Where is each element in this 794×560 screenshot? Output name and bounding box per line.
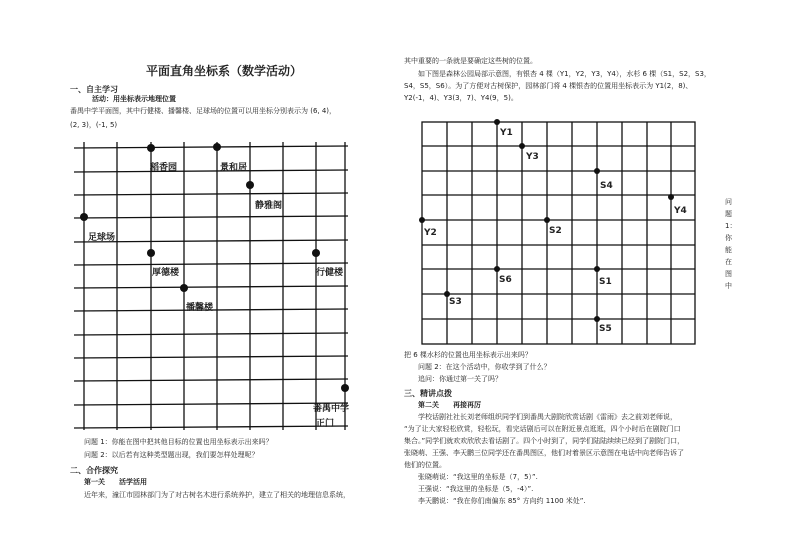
body-line: 如下图是森林公园局部示意图，有银杏 4 棵（Y1，Y2，Y3，Y4），水杉 6 棵（S1，S2，S3， xyxy=(418,70,711,78)
place-dot xyxy=(213,143,221,151)
question: 追问：你通过第一关了吗？ xyxy=(418,375,502,383)
body-line: “为了让大家轻松欣赏，轻松玩，看完话剧后可以在附近景点逛逛，四个小时后在剧院门口 xyxy=(404,425,681,433)
place-dot xyxy=(147,144,155,152)
tree-dot xyxy=(594,168,600,174)
tree-dot xyxy=(594,266,600,272)
tree-label: S2 xyxy=(549,226,562,236)
place-dot xyxy=(341,384,349,392)
tree-dot xyxy=(668,194,674,200)
body-line: S4，S5，S6）。为了方便对古树保护，园林部门将 4 棵银杏的位置用坐标表示为 Y1(2，8)、 xyxy=(404,82,693,90)
body-line: 集合。”同学们就欢欢欣欣去看话剧了。四个小时到了，同学们陆陆续续已经到了剧院门口， xyxy=(404,437,685,445)
level-title: 第二关 再接再厉 xyxy=(418,401,481,409)
intro-line: 番禺中学平面图，其中行健楼、播馨楼、足球场的位置可以用坐标分别表示为 (6, 4)， xyxy=(70,107,337,115)
place-dot xyxy=(312,249,320,257)
tree-label: S4 xyxy=(600,181,613,191)
speaker-line: 王强说：“我这里的坐标是（5，-4）”. xyxy=(418,485,534,493)
speaker-line: 李天鹏说：“我在你们南偏东 85° 方向约 1100 米处”. xyxy=(418,497,586,505)
place-label: 行健楼 xyxy=(316,268,344,278)
tree-label: Y4 xyxy=(674,206,687,216)
tree-label: Y2 xyxy=(424,228,437,238)
place-label: 稻香园 xyxy=(150,163,178,173)
place-label: 正门 xyxy=(316,419,335,429)
tree-label: S1 xyxy=(599,277,612,287)
tree-label: Y1 xyxy=(500,128,513,138)
tree-dot xyxy=(419,217,425,223)
activity-title: 活动：用坐标表示地理位置 xyxy=(92,95,176,103)
tree-dot xyxy=(594,316,600,322)
place-label: 足球场 xyxy=(88,233,116,243)
level-title: 第一关 活学活用 xyxy=(84,478,147,486)
body-line: 近年来，潼江市园林部门为了对古树名木进行系统养护，建立了相关的地理信息系统， xyxy=(84,491,350,499)
place-label: 播馨楼 xyxy=(186,303,214,313)
place-dot xyxy=(147,249,155,257)
section-heading: 二、合作探究 xyxy=(70,466,118,475)
place-label: 景和居 xyxy=(220,163,248,173)
tree-label: S3 xyxy=(449,297,462,307)
section-heading: 三、精讲点拨 xyxy=(404,389,452,398)
body-line: 他们的位置。 xyxy=(404,461,446,469)
place-label: 番禺中学 xyxy=(313,404,350,414)
tree-dot xyxy=(494,119,500,125)
tree-label: S5 xyxy=(599,324,612,334)
place-label: 静雅阁 xyxy=(255,201,283,211)
tree-dot xyxy=(494,266,500,272)
tree-dot xyxy=(544,217,550,223)
tree-dot xyxy=(519,143,525,149)
place-dot xyxy=(180,284,188,292)
intro-line: (2, 3)，(-1, 5) xyxy=(70,121,118,129)
side-question: 问题1：你能在图中 xyxy=(725,198,737,290)
question: 问题 2：以后若有这种类型题出现，我们要怎样处理呢？ xyxy=(84,451,259,459)
place-label: 厚德楼 xyxy=(152,268,180,278)
page-title: 平面直角坐标系（数学活动） xyxy=(146,64,303,78)
body-line: 把 6 棵水杉的位置也用坐标表示出来吗？ xyxy=(404,351,532,359)
place-dot xyxy=(80,213,88,221)
tree-label: S6 xyxy=(499,275,512,285)
body-line: 张晓萌、王强、李天鹏三位同学还在番禺图区，他们对着景区示意图在电话中向老师告诉了 xyxy=(404,449,684,457)
body-line: 学校话剧社社长刘老师组织同学们到番禺大剧院欣赏话剧《雷雨》去之前刘老师说， xyxy=(418,413,677,421)
question: 问题 1：你能在图中把其他目标的位置也用坐标表示出来吗？ xyxy=(84,438,273,446)
tree-label: Y3 xyxy=(526,152,539,162)
body-line: Y2(-1，4)、Y3(3，7)、Y4(9，5)。 xyxy=(404,94,518,102)
place-dot xyxy=(246,181,254,189)
speaker-line: 张晓萌说：“我这里的坐标是（7，5）”. xyxy=(418,473,538,481)
section-heading: 一、自主学习 xyxy=(70,85,118,94)
body-line: 其中重要的一条就是要确定这些树的位置。 xyxy=(404,57,537,65)
question: 问题 2：在这个活动中，你收学到了什么？ xyxy=(418,363,551,371)
